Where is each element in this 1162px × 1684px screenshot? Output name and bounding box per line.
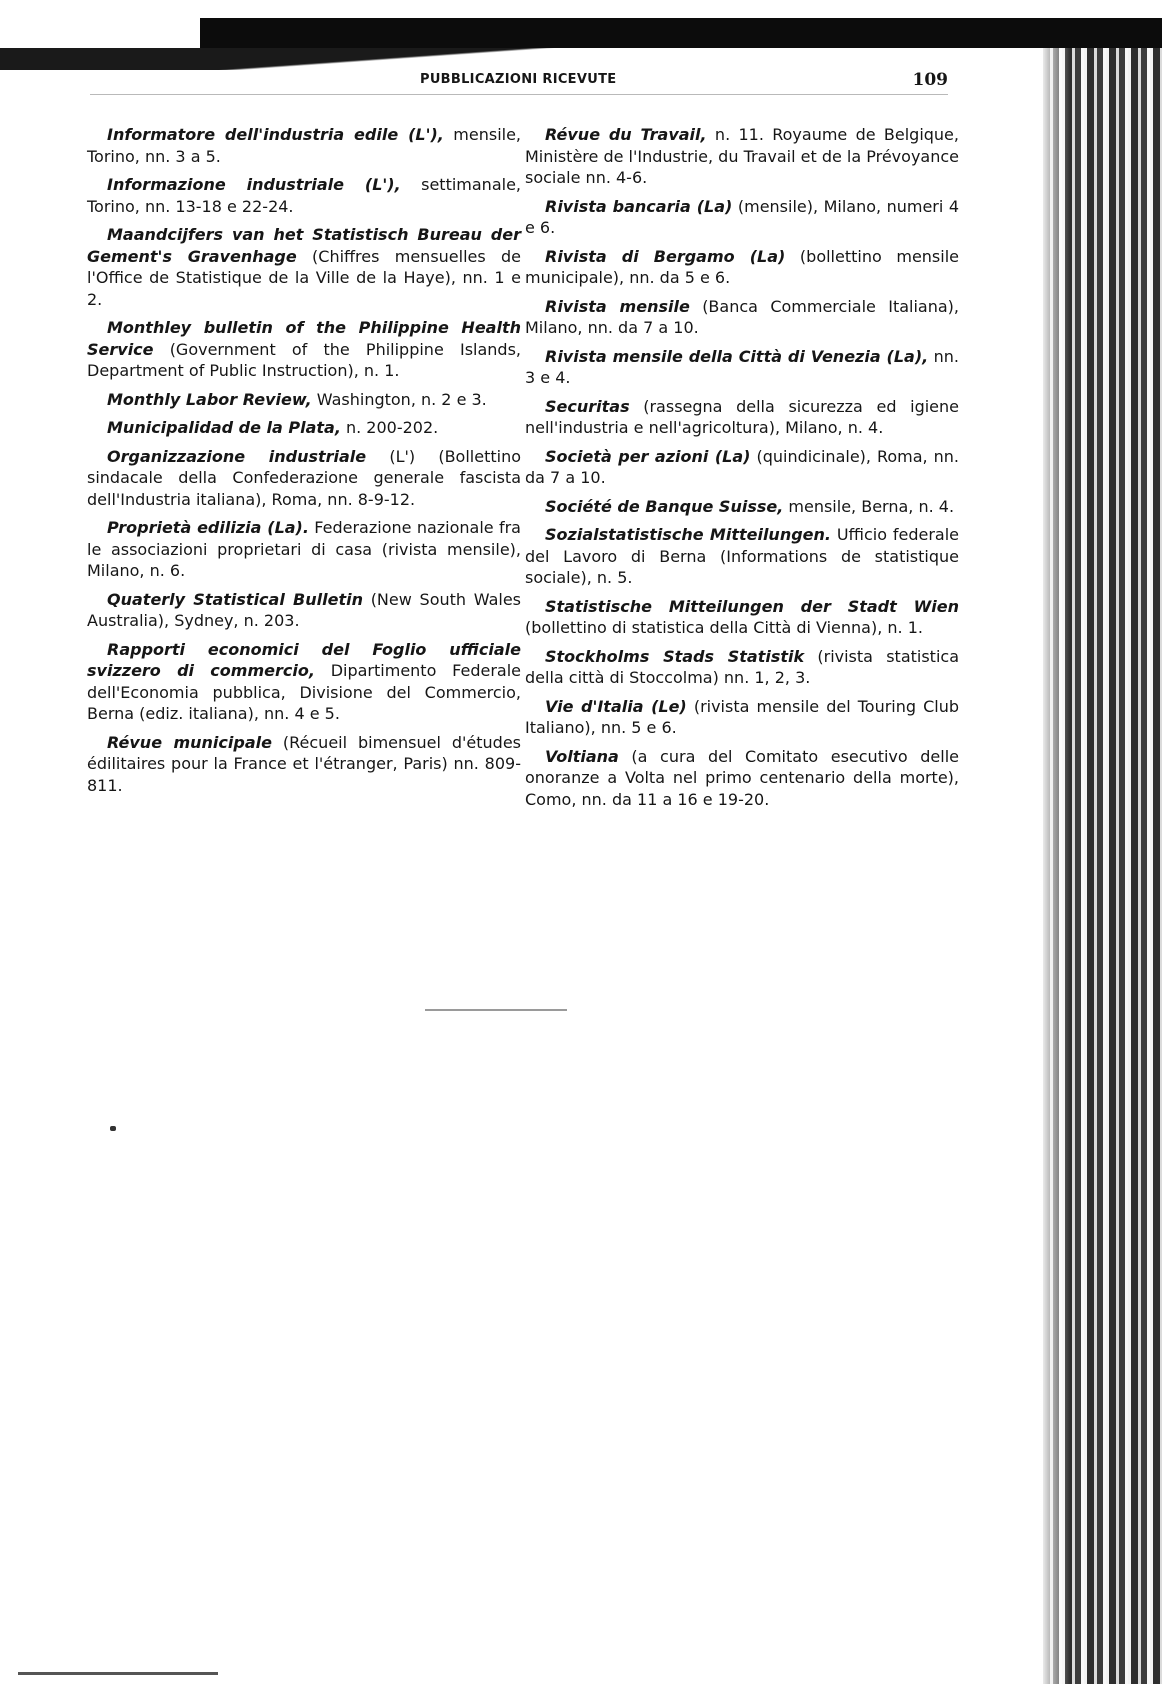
publication-details: (rivista mensile del Touring Club Italiano), nn. 5 e 6.	[525, 696, 960, 737]
publication-entry	[525, 246, 959, 289]
publication-entry	[525, 524, 959, 589]
publication-entry	[87, 446, 521, 511]
publication-title: Informatore dell'industria edile (L'),	[107, 125, 444, 144]
publication-title: Quaterly Statistical Bulletin	[107, 589, 363, 609]
publication-entry	[87, 389, 521, 411]
publication-title: Proprietà edilizia (La).	[107, 518, 309, 537]
publication-details: Ufficio federale del Lavoro di Berna (Informations de statistique sociale), n. 5.	[525, 525, 960, 587]
publication-details: (bollettino mensile municipale), nn. da 5 e 6.	[525, 246, 959, 287]
publication-title: Stockholms Stads Statistik	[545, 646, 805, 666]
page-number: 109	[912, 70, 948, 90]
publication-title: Sozialstatistische Mitteilungen.	[545, 525, 831, 544]
publication-details: (New South Wales Australia), Sydney, n. 203.	[87, 589, 522, 630]
publication-entry	[87, 224, 521, 310]
scan-top-shadow	[0, 48, 1080, 70]
publication-details: (bollettino di statistica della Città di Vienna), n. 1.	[525, 618, 923, 637]
publication-title: Rivista mensile della Città di Venezia (La),	[545, 346, 929, 366]
scan-bottom-mark	[18, 1672, 218, 1675]
publication-title: Monthley bulletin of the Philippine Health Service	[87, 318, 521, 359]
publication-details: (Government of the Philippine Islands, Department of Public Instruction), n. 1.	[87, 339, 521, 380]
publication-entry	[525, 746, 959, 811]
publication-details: n. 200-202.	[340, 418, 439, 437]
publication-title: Rivista bancaria (La)	[545, 196, 733, 216]
publication-details: settimanale, Torino, nn. 13-18 e 22-24.	[87, 175, 522, 216]
publication-details: (rassegna della sicurezza ed igiene nell'industria e nell'agricoltura), Milano, n. 4.	[525, 396, 959, 437]
publication-details: (a cura del Comitato esecutivo delle onoranze a Volta nel primo centenario della morte), Como, nn. da 11 a 16 e 19-20.	[525, 746, 959, 809]
publication-entry	[87, 124, 521, 167]
publication-title: Rivista di Bergamo (La)	[545, 246, 786, 266]
publication-entry	[525, 646, 959, 689]
right-column	[525, 124, 959, 817]
publication-entry	[525, 196, 959, 239]
publication-title: Statistische Mitteilungen der Stadt Wien	[545, 596, 959, 616]
publication-details: n. 11. Royaume de Belgique, Ministère de l'Industrie, du Travail et de la Prévoyance sociale nn. 4-6.	[525, 125, 959, 187]
publication-title: Rapporti economici del Foglio ufficiale svizzero di commercio,	[87, 639, 521, 680]
publication-details: mensile, Torino, nn. 3 a 5.	[87, 125, 522, 166]
publication-details: (quindicinale), Roma, nn. da 7 a 10.	[525, 446, 959, 487]
publication-title: Organizzazione industriale	[107, 446, 367, 466]
publication-entry	[525, 446, 959, 489]
publication-details: Washington, n. 2 e 3.	[311, 389, 487, 409]
publication-title: Révue du Travail,	[545, 125, 707, 144]
publication-details: (rivista statistica della città di Stoccolma) nn. 1, 2, 3.	[525, 646, 959, 687]
publication-entry	[525, 596, 959, 639]
publication-details: Dipartimento Federale dell'Economia pubblica, Divisione del Commercio, Berna (ediz. italiana), nn. 4 e 5.	[87, 661, 521, 723]
scan-top-edge	[200, 18, 1162, 48]
publication-entry	[525, 346, 959, 389]
left-column	[87, 124, 521, 803]
publication-title: Maandcijfers van het Statistisch Bureau der Gement's Gravenhage	[87, 225, 521, 266]
publication-details: mensile, Berna, n. 4.	[783, 496, 955, 516]
publication-details: (mensile), Milano, numeri 4 e 6.	[525, 196, 960, 237]
publication-title: Rivista mensile	[545, 296, 690, 316]
publication-details: (Chiffres mensuelles de l'Office de Statistique de la Ville de la Haye), nn. 1 e 2.	[87, 246, 521, 309]
scan-edge-shade	[1040, 48, 1070, 1684]
publication-entry	[525, 496, 959, 518]
publication-title: Municipalidad de la Plata,	[107, 418, 341, 437]
publication-title: Voltiana	[545, 746, 619, 766]
publication-entry	[525, 296, 959, 339]
header-rule	[90, 94, 948, 95]
publication-entry	[87, 517, 521, 582]
publication-entry	[87, 589, 521, 632]
publication-title: Società per azioni (La)	[545, 446, 751, 466]
publication-title: Securitas	[545, 396, 630, 416]
publication-entry	[87, 417, 521, 439]
publication-entry	[87, 317, 521, 382]
publication-entry	[87, 639, 521, 725]
publication-details: nn. 3 e 4.	[525, 346, 960, 387]
end-rule	[425, 1009, 567, 1011]
publication-details: Federazione nazionale fra le associazioni proprietari di casa (rivista mensile), Milano, n. 6.	[87, 518, 521, 580]
publication-entry	[525, 696, 959, 739]
publication-details: (Banca Commerciale Italiana), Milano, nn. da 7 a 10.	[525, 296, 960, 337]
publication-entry	[525, 396, 959, 439]
publication-entry	[87, 732, 521, 797]
publication-title: Informazione industriale (L'),	[107, 175, 401, 194]
publication-title: Société de Banque Suisse,	[545, 496, 784, 516]
margin-mark	[110, 1126, 116, 1131]
publication-entry	[525, 124, 959, 189]
publication-details: (Récueil bimensuel d'études édilitaires pour la France et l'étranger, Paris) nn. 809-811.	[87, 732, 522, 795]
publication-title: Révue municipale	[107, 732, 272, 752]
running-title: PUBBLICAZIONI RICEVUTE	[420, 72, 617, 87]
running-head	[90, 70, 948, 96]
publication-title: Monthly Labor Review,	[107, 389, 312, 409]
publication-title: Vie d'Italia (Le)	[545, 696, 687, 716]
publication-details: (L') (Bollettino sindacale della Confederazione generale fascista dell'Industria italiana), Roma, nn. 8-9-12.	[87, 446, 521, 509]
publication-entry	[87, 174, 521, 217]
